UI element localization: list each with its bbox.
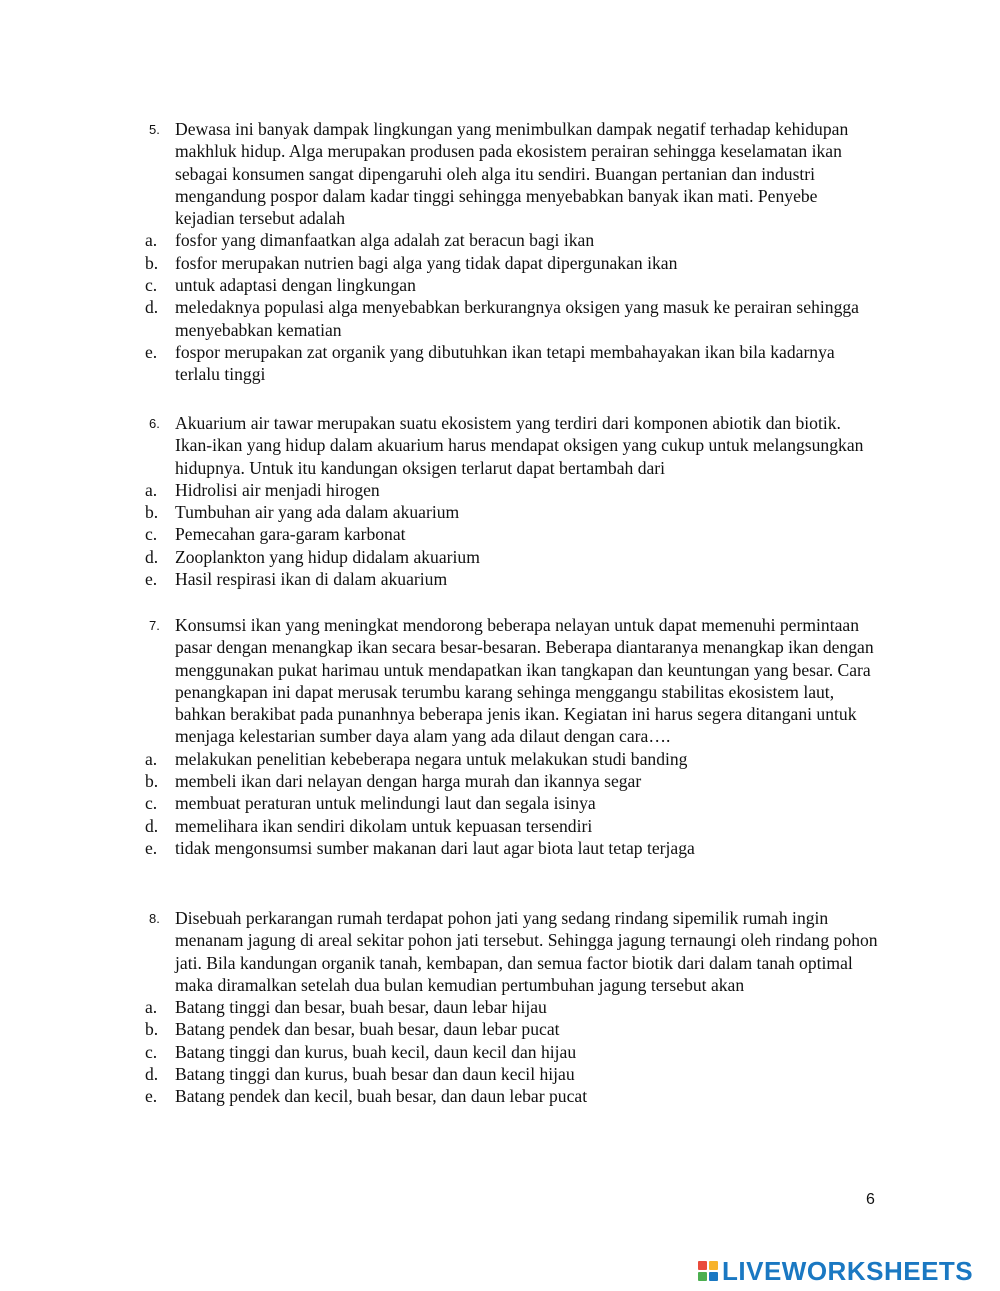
option-text: fosfor merupakan nutrien bagi alga yang tidak dapat dipergunakan ikan — [175, 252, 678, 273]
logo-block — [709, 1261, 718, 1270]
option-item[interactable] — [145, 770, 880, 792]
option-text: Batang tinggi dan kurus, buah besar dan daun kecil hijau — [175, 1064, 575, 1085]
option-letter: e. — [145, 837, 158, 858]
option-letter: b. — [145, 252, 159, 273]
option-letter: c. — [145, 524, 158, 545]
option-letter: b. — [145, 1019, 159, 1040]
option-item[interactable] — [145, 792, 880, 814]
option-text: Batang pendek dan besar, buah besar, daun lebar pucat — [175, 1019, 560, 1040]
logo-block — [698, 1261, 707, 1270]
option-item[interactable] — [145, 837, 880, 859]
option-item[interactable] — [145, 815, 880, 837]
option-letter: d. — [145, 1064, 159, 1085]
question-number: 8. — [149, 911, 160, 926]
option-item[interactable] — [145, 523, 880, 545]
option-text: membeli ikan dari nelayan dengan harga murah dan ikannya segar — [175, 771, 642, 792]
question-6 — [145, 412, 880, 590]
liveworksheets-logo[interactable] — [698, 1256, 973, 1286]
option-letter: a. — [145, 748, 158, 769]
logo-text: LIVEWORKSHEETS — [722, 1255, 974, 1286]
option-letter: e. — [145, 569, 158, 590]
logo-block — [698, 1272, 707, 1281]
option-letter: e. — [145, 341, 158, 362]
option-text: memelihara ikan sendiri dikolam untuk kepuasan tersendiri — [175, 815, 593, 836]
option-item[interactable] — [145, 252, 880, 274]
option-text: melakukan penelitian kebeberapa negara untuk melakukan studi banding — [175, 748, 688, 769]
option-text: tidak mengonsumsi sumber makanan dari laut agar biota laut tetap terjaga — [175, 837, 695, 858]
option-letter: d. — [145, 297, 159, 318]
question-number: 6. — [149, 416, 160, 431]
question-8 — [145, 907, 880, 1108]
option-text: untuk adaptasi dengan lingkungan — [175, 275, 416, 296]
option-text: Pemecahan gara-garam karbonat — [175, 524, 406, 545]
option-letter: b. — [145, 502, 159, 523]
question-number: 5. — [149, 122, 160, 137]
question-text: Akuarium air tawar merupakan suatu ekosistem yang terdiri dari komponen abiotik dan biotik. Ikan-ikan yang hidup dalam akuarium harus mendapat oksigen yang cukup untuk melangsungkan hidupnya. Untuk itu kandungan oksigen terlarut dapat bertambah dari — [175, 413, 864, 478]
option-item[interactable] — [145, 1085, 880, 1107]
option-item[interactable] — [145, 1063, 880, 1085]
option-letter: c. — [145, 793, 158, 814]
logo-blocks-icon — [698, 1261, 718, 1281]
option-letter: d. — [145, 546, 159, 567]
question-text: Dewasa ini banyak dampak lingkungan yang menimbulkan dampak negatif terhadap kehidupan makhluk hidup. Alga merupakan produsen pada ekosistem perairan sehingga keselamatan ikan sebagai konsumen sangat dipengaruhi oleh alga itu sendiri. Buangan pertanian dan industri mengandung pospor dalam kadar tinggi sehingga menyebabkan banyak ikan mati. Penyebe kejadian tersebut adalah — [175, 119, 849, 229]
option-text: Batang tinggi dan besar, buah besar, daun lebar hijau — [175, 997, 547, 1018]
option-letter: e. — [145, 1086, 158, 1107]
option-text: Batang tinggi dan kurus, buah kecil, daun kecil dan hijau — [175, 1041, 577, 1062]
option-letter: a. — [145, 997, 158, 1018]
option-item[interactable] — [145, 341, 880, 386]
question-text: Disebuah perkarangan rumah terdapat pohon jati yang sedang rindang sipemilik rumah ingin menanam jagung di areal sekitar pohon jati tersebut. Sehingga jagung ternaungi oleh rindang pohon jati. Bila kandungan organik tanah, kembapan, dan semua factor biotik dari dalam tanah optimal maka diramalkan setelah dua bulan kemudian pertumbuhan jagung tersebut akan — [175, 908, 878, 995]
option-item[interactable] — [145, 274, 880, 296]
question-7 — [145, 614, 880, 859]
option-letter: d. — [145, 815, 159, 836]
option-text: fospor merupakan zat organik yang dibutuhkan ikan tetapi membahayakan ikan bila kadarnya terlalu tinggi — [175, 341, 835, 385]
page-number: 6 — [866, 1191, 875, 1208]
option-text: fosfor yang dimanfaatkan alga adalah zat beracun bagi ikan — [175, 230, 595, 251]
option-item[interactable] — [145, 568, 880, 590]
option-letter: c. — [145, 275, 158, 296]
option-item[interactable] — [145, 546, 880, 568]
option-letter: a. — [145, 230, 158, 251]
option-text: membuat peraturan untuk melindungi laut dan segala isinya — [175, 793, 596, 814]
option-item[interactable] — [145, 501, 880, 523]
question-text: Konsumsi ikan yang meningkat mendorong beberapa nelayan untuk dapat memenuhi permintaan pasar dengan menangkap ikan secara besar-besaran. Beberapa diantaranya menangkap ikan dengan menggunakan pukat harimau untuk mendapatkan ikan tangkapan dan keuntungan yang besar. Cara penangkapan ini dapat merusak terumbu karang sehinga menggangu stabilitas ekosistem laut, bahkan berakibat pada punanhnya beberapa jenis ikan. Kegiatan ini harus segera ditangani untuk menjaga kelestarian sumber daya alam yang ada dilaut dengan cara…. — [175, 615, 874, 747]
option-text: Zooplankton yang hidup didalam akuarium — [175, 546, 480, 567]
question-5 — [145, 118, 880, 386]
option-letter: a. — [145, 479, 158, 500]
option-text: Batang pendek dan kecil, buah besar, dan daun lebar pucat — [175, 1086, 588, 1107]
option-item[interactable] — [145, 229, 880, 251]
option-item[interactable] — [145, 479, 880, 501]
option-text: Tumbuhan air yang ada dalam akuarium — [175, 502, 460, 523]
logo-block — [709, 1272, 718, 1281]
question-number: 7. — [149, 618, 160, 633]
option-item[interactable] — [145, 996, 880, 1018]
option-text: meledaknya populasi alga menyebabkan berkurangnya oksigen yang masuk ke perairan sehingga menyebabkan kematian — [175, 297, 859, 340]
option-item[interactable] — [145, 296, 880, 341]
option-letter: b. — [145, 771, 159, 792]
option-item[interactable] — [145, 748, 880, 770]
option-item[interactable] — [145, 1018, 880, 1040]
option-text: Hasil respirasi ikan di dalam akuarium — [175, 569, 448, 590]
option-letter: c. — [145, 1041, 158, 1062]
option-item[interactable] — [145, 1041, 880, 1063]
option-text: Hidrolisi air menjadi hirogen — [175, 479, 380, 500]
